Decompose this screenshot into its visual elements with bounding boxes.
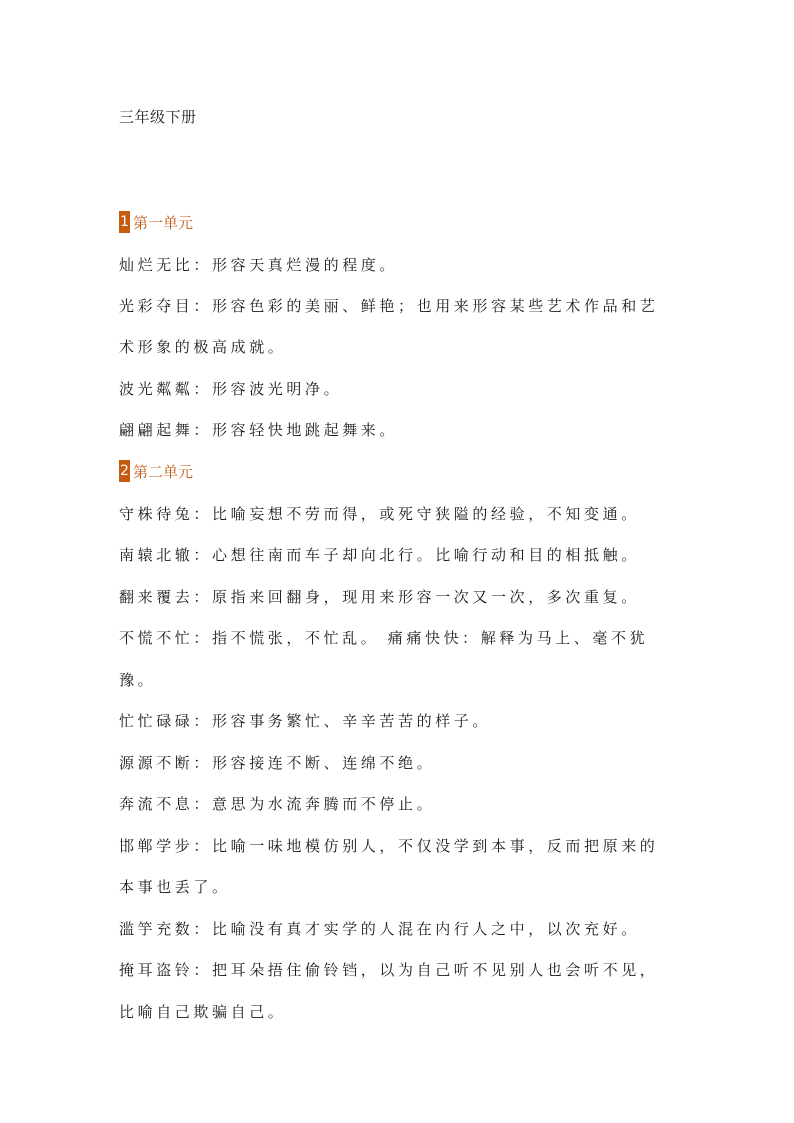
unit-heading-label: 第一单元 bbox=[133, 213, 194, 232]
unit-number-badge: 1 bbox=[119, 211, 130, 233]
text-line: 术形象的极高成就。 bbox=[119, 338, 287, 356]
text-line: 源源不断：形容接连不断、连绵不绝。 bbox=[119, 754, 436, 772]
text-line: 滥竽充数：比喻没有真才实学的人混在内行人之中，以次充好。 bbox=[119, 920, 640, 938]
text-line: 比喻自己欺骗自己。 bbox=[119, 1003, 287, 1021]
text-line: 奔流不息：意思为水流奔腾而不停止。 bbox=[119, 795, 436, 813]
text-line: 掩耳盗铃：把耳朵捂住偷铃铛，以为自己听不见别人也会听不见， bbox=[119, 961, 659, 979]
text-line: 灿烂无比：形容天真烂漫的程度。 bbox=[119, 256, 399, 274]
text-line: 南辕北辙：心想往南而车子却向北行。比喻行动和目的相抵触。 bbox=[119, 546, 640, 564]
unit-heading-2 bbox=[119, 460, 193, 482]
unit-heading-1 bbox=[119, 211, 193, 233]
text-line: 本事也丢了。 bbox=[119, 878, 231, 896]
text-line: 翩翩起舞：形容轻快地跳起舞来。 bbox=[119, 421, 399, 439]
text-line: 邯郸学步：比喻一味地模仿别人，不仅没学到本事，反而把原来的 bbox=[119, 837, 659, 855]
text-line: 光彩夺目：形容色彩的美丽、鲜艳；也用来形容某些艺术作品和艺 bbox=[119, 297, 659, 315]
text-line: 波光粼粼：形容波光明净。 bbox=[119, 380, 343, 398]
text-line: 不慌不忙：指不慌张，不忙乱。 痛痛快快：解释为马上、毫不犹 bbox=[119, 629, 649, 647]
text-line: 豫。 bbox=[119, 671, 157, 689]
unit-heading-label: 第二单元 bbox=[133, 462, 194, 481]
document-title: 三年级下册 bbox=[119, 108, 197, 126]
text-line: 守株待兔：比喻妄想不劳而得，或死守狭隘的经验，不知变通。 bbox=[119, 505, 640, 523]
text-line: 翻来覆去：原指来回翻身，现用来形容一次又一次，多次重复。 bbox=[119, 588, 640, 606]
text-line: 忙忙碌碌：形容事务繁忙、辛辛苦苦的样子。 bbox=[119, 712, 492, 730]
unit-number-badge: 2 bbox=[119, 460, 130, 482]
